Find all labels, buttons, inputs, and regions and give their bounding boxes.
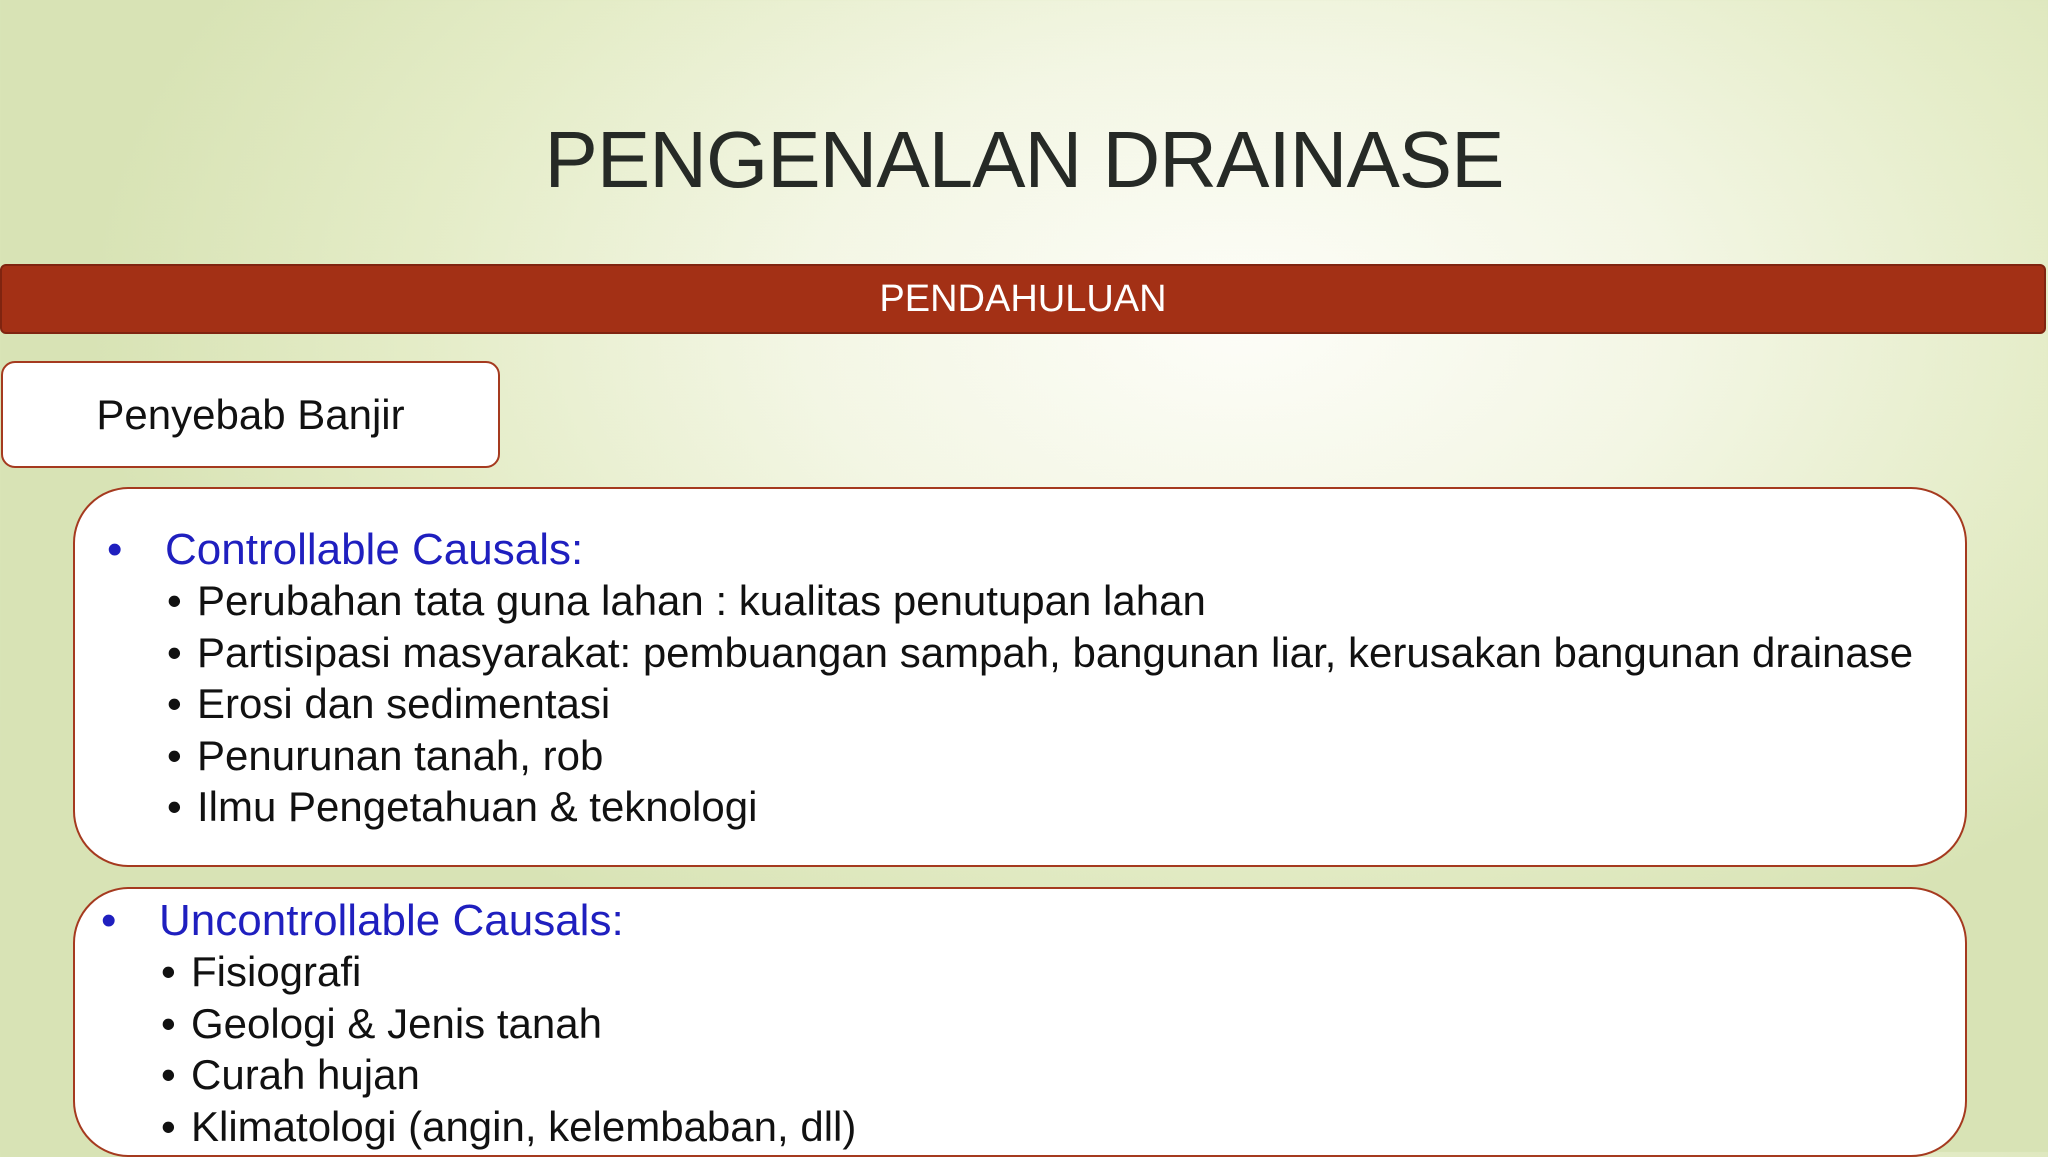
- uncontrollable-list: [161, 946, 856, 1152]
- list-item: • Fisiografi: [161, 946, 856, 998]
- controllable-causes-box: [73, 487, 1967, 867]
- bullet-dot-icon: •: [167, 577, 182, 624]
- uncontrollable-causes-box: [73, 887, 1967, 1157]
- section-banner: PENDAHULUAN: [0, 264, 2046, 334]
- bullet-dot-icon: •: [167, 783, 182, 830]
- bullet-dot-icon: •: [167, 628, 182, 676]
- topic-label: Penyebab Banjir: [1, 361, 500, 468]
- bullet-dot-icon: •: [161, 948, 176, 995]
- list-item: • Curah hujan: [161, 1049, 856, 1101]
- list-item: • Partisipasi masyarakat: pembuangan sampah, bangunan liar, kerusakan bangunan drainase: [167, 627, 1913, 679]
- slide-title: PENGENALAN DRAINASE: [544, 115, 1504, 204]
- bullet-dot-icon: •: [101, 896, 117, 945]
- bullet-dot-icon: •: [161, 1102, 176, 1150]
- list-item: • Perubahan tata guna lahan : kualitas penutupan lahan: [167, 575, 1913, 627]
- bullet-dot-icon: •: [107, 525, 123, 574]
- list-item: • Ilmu Pengetahuan & teknologi: [167, 781, 1913, 833]
- controllable-heading: [107, 524, 583, 576]
- bullet-dot-icon: •: [161, 999, 176, 1047]
- list-item: • Geologi & Jenis tanah: [161, 998, 856, 1050]
- uncontrollable-heading-text: Uncontrollable Causals:: [159, 896, 624, 945]
- controllable-heading-text: Controllable Causals:: [165, 525, 584, 574]
- bullet-dot-icon: •: [167, 680, 182, 727]
- list-item: • Klimatologi (angin, kelembaban, dll): [161, 1101, 856, 1153]
- bullet-dot-icon: •: [167, 731, 182, 779]
- bullet-dot-icon: •: [161, 1051, 176, 1098]
- controllable-list: [167, 575, 1913, 833]
- uncontrollable-heading: [101, 895, 624, 947]
- list-item: • Penurunan tanah, rob: [167, 730, 1913, 782]
- list-item: • Erosi dan sedimentasi: [167, 678, 1913, 730]
